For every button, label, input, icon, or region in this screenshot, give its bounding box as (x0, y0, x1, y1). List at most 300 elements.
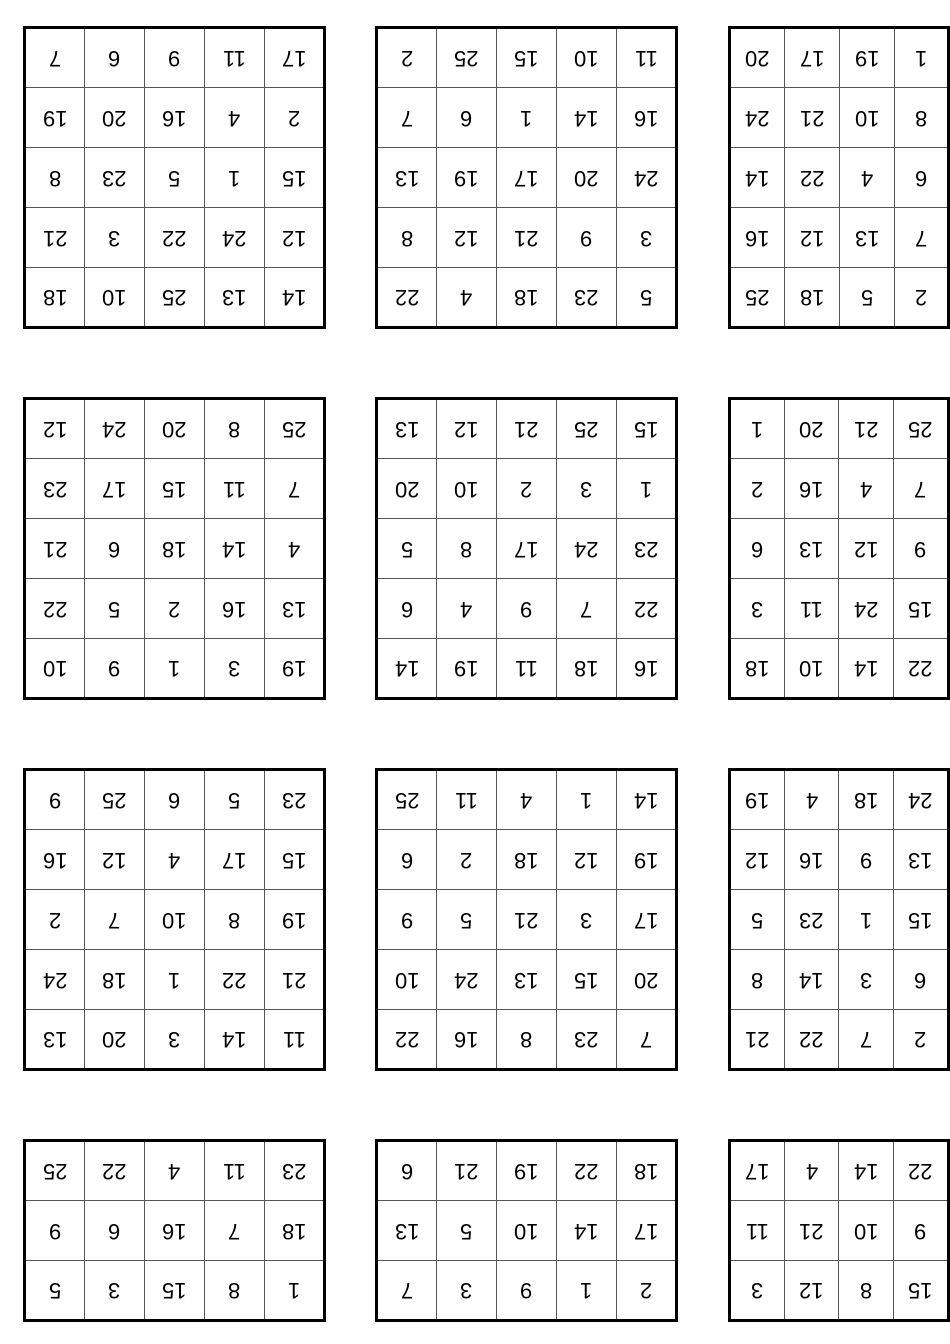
cell-number: 4 (168, 847, 181, 873)
grid-cell (265, 1141, 325, 1201)
cell-number: 7 (580, 596, 593, 622)
cell-number: 3 (228, 656, 241, 681)
cell-number: 15 (514, 46, 539, 71)
grid-cell (437, 770, 497, 830)
grid-row (377, 579, 677, 639)
cell-number: 6 (108, 536, 121, 562)
cell-number: 10 (855, 105, 880, 131)
grid-cell (265, 208, 325, 268)
cell-number: 1 (639, 476, 653, 502)
grid-cell (377, 28, 437, 88)
cell-number: 5 (861, 285, 874, 310)
cell-number: 4 (805, 1159, 818, 1184)
cell-number: 8 (520, 1027, 533, 1052)
grid-cell (437, 950, 497, 1010)
cell-number: 3 (108, 1278, 121, 1303)
grid-cell (437, 1201, 497, 1261)
grid-cell (205, 459, 265, 519)
grid-row (730, 579, 949, 639)
cell-number: 25 (42, 1159, 68, 1184)
grid-cell (730, 148, 785, 208)
grid-cell (437, 579, 497, 639)
cell-number: 22 (799, 1027, 824, 1052)
cell-number: 8 (228, 1278, 241, 1303)
grid-cell (377, 950, 437, 1010)
cell-number: 5 (460, 1218, 473, 1244)
cell-number: 21 (281, 967, 307, 993)
grid-row (730, 88, 949, 148)
grid-cell (205, 1201, 265, 1261)
grid-cell (205, 579, 265, 639)
grid-cell (617, 579, 677, 639)
grid-cell (265, 459, 325, 519)
cell-number: 6 (400, 847, 414, 873)
grid-cell (437, 459, 497, 519)
grid-cell (894, 519, 949, 579)
cell-number: 17 (281, 46, 307, 71)
grid-cell (784, 459, 839, 519)
cell-number: 1 (580, 788, 593, 813)
grid-cell (839, 579, 894, 639)
cell-number: 20 (102, 105, 127, 131)
grid-row (730, 268, 949, 328)
cell-number: 9 (580, 225, 593, 251)
cell-number: 3 (580, 907, 593, 933)
grid-cell (205, 148, 265, 208)
grid-cell (377, 208, 437, 268)
cell-number: 11 (515, 656, 538, 681)
grid-row (730, 208, 949, 268)
grid-cell (617, 208, 677, 268)
grid-row (377, 950, 677, 1010)
cell-number: 7 (48, 46, 62, 71)
grid-row (377, 519, 677, 579)
grid-cell (265, 579, 325, 639)
cell-number: 18 (633, 1159, 659, 1184)
grid-cell (839, 770, 894, 830)
grid-cell (85, 830, 145, 890)
cell-number: 4 (860, 476, 873, 502)
cell-number: 19 (454, 656, 479, 681)
cell-number: 3 (580, 476, 593, 502)
grid-cell (85, 208, 145, 268)
grid-cell (497, 519, 557, 579)
cell-number: 2 (48, 907, 62, 933)
grid-cell (205, 639, 265, 699)
grid-cell (25, 88, 85, 148)
grid-cell (145, 399, 205, 459)
cell-number: 13 (799, 536, 824, 562)
grid-cell (840, 28, 895, 88)
grid-cell (437, 830, 497, 890)
cell-number: 12 (800, 225, 825, 251)
grid-cell (497, 1010, 557, 1070)
grid-cell (145, 208, 205, 268)
grid-cell (145, 639, 205, 699)
number-grid (23, 26, 326, 329)
cell-number: 16 (454, 1027, 479, 1052)
cell-number: 8 (228, 417, 241, 442)
cell-number: 15 (281, 165, 307, 191)
cell-number: 22 (394, 1027, 420, 1052)
grid-row (25, 1141, 325, 1201)
cell-number: 3 (751, 596, 764, 622)
grid-cell (617, 519, 677, 579)
grid-row (377, 268, 677, 328)
grid-row (25, 1261, 325, 1321)
grid-cell (840, 88, 895, 148)
grid-cell (25, 399, 85, 459)
cell-number: 4 (861, 165, 874, 191)
grid-cell (85, 890, 145, 950)
grid-row (25, 950, 325, 1010)
cell-number: 14 (222, 536, 247, 562)
cell-number: 22 (42, 596, 68, 622)
grid-cell (730, 950, 785, 1010)
cell-number: 25 (745, 285, 770, 310)
cell-number: 12 (574, 847, 599, 873)
grid-cell (839, 519, 894, 579)
cell-number: 19 (514, 1159, 539, 1184)
cell-number: 7 (228, 1218, 241, 1244)
cell-number: 14 (799, 967, 824, 993)
grid-row (25, 208, 325, 268)
grid-cell (145, 830, 205, 890)
grid-cell (85, 148, 145, 208)
cell-number: 8 (460, 536, 473, 562)
cell-number: 2 (915, 285, 928, 310)
number-grid (375, 1139, 678, 1322)
cell-number: 1 (168, 967, 181, 993)
grid-row (730, 1201, 949, 1261)
cell-number: 21 (745, 1027, 770, 1052)
cell-number: 25 (162, 285, 187, 310)
cell-number: 4 (805, 788, 818, 813)
cell-number: 4 (287, 536, 301, 562)
grid-cell (377, 519, 437, 579)
grid-row (25, 639, 325, 699)
grid-cell (617, 639, 677, 699)
cell-number: 11 (800, 596, 824, 622)
grid-cell (730, 459, 785, 519)
grid-cell (265, 268, 325, 328)
grid-cell (205, 1141, 265, 1201)
grid-cell (377, 1261, 437, 1321)
cell-number: 2 (168, 596, 181, 622)
number-grid (23, 397, 326, 700)
cell-number: 20 (162, 417, 187, 442)
grid-row (25, 88, 325, 148)
grid-cell (25, 1010, 85, 1070)
grid-cell (145, 459, 205, 519)
grid-cell (839, 1261, 894, 1321)
cell-number: 14 (854, 656, 879, 681)
grid-cell (497, 579, 557, 639)
grid-cell (25, 770, 85, 830)
grid-cell (730, 1010, 785, 1070)
cell-number: 18 (800, 285, 825, 310)
grid-cell (730, 770, 785, 830)
grid-cell (730, 268, 785, 328)
grid-cell (894, 1261, 949, 1321)
cell-number: 20 (633, 967, 659, 993)
cell-number: 14 (281, 285, 307, 310)
grid-cell (557, 639, 617, 699)
cell-number: 14 (394, 656, 420, 681)
grid-row (25, 519, 325, 579)
cell-number: 2 (287, 105, 301, 131)
grid-cell (145, 770, 205, 830)
grid-cell (145, 890, 205, 950)
grid-cell (784, 579, 839, 639)
grid-cell (437, 208, 497, 268)
cell-number: 6 (915, 165, 928, 191)
grid-cell (617, 148, 677, 208)
cell-number: 1 (860, 907, 873, 933)
cell-number: 18 (281, 1218, 307, 1244)
cell-number: 9 (168, 46, 181, 71)
cell-number: 17 (102, 476, 127, 502)
cell-number: 7 (915, 225, 928, 251)
grid-cell (205, 890, 265, 950)
cell-number: 12 (454, 417, 479, 442)
grid-row (377, 1261, 677, 1321)
cell-number: 11 (223, 476, 246, 502)
grid-cell (730, 208, 785, 268)
cell-number: 7 (108, 907, 121, 933)
grid-cell (894, 459, 949, 519)
grid-row (377, 770, 677, 830)
grid-row (25, 770, 325, 830)
grid-cell (25, 639, 85, 699)
grid-cell (85, 268, 145, 328)
grid-cell (617, 1201, 677, 1261)
grid-row (25, 399, 325, 459)
cell-number: 24 (745, 105, 770, 131)
grid-cell (784, 1141, 839, 1201)
grid-cell (894, 1010, 949, 1070)
grid-cell (557, 1201, 617, 1261)
grid-cell (557, 830, 617, 890)
cell-number: 18 (514, 285, 539, 310)
grid-cell (25, 890, 85, 950)
grid-cell (437, 28, 497, 88)
grid-cell (145, 88, 205, 148)
grid-cell (839, 459, 894, 519)
grid-row (377, 1141, 677, 1201)
grid-cell (784, 830, 839, 890)
number-grid (728, 397, 950, 700)
cell-number: 6 (751, 536, 764, 562)
cell-number: 5 (400, 536, 414, 562)
cell-number: 6 (108, 46, 121, 71)
grid-cell (894, 830, 949, 890)
cell-number: 23 (799, 907, 824, 933)
cell-number: 21 (799, 1218, 824, 1244)
cell-number: 19 (855, 46, 880, 71)
grid-cell (205, 950, 265, 1010)
cell-number: 23 (102, 165, 127, 191)
cell-number: 22 (574, 1159, 599, 1184)
grid-cell (205, 268, 265, 328)
grid-cell (265, 770, 325, 830)
cell-number: 24 (222, 225, 247, 251)
grid-cell (25, 268, 85, 328)
cell-number: 16 (799, 476, 824, 502)
cell-number: 25 (454, 46, 479, 71)
grid-cell (145, 148, 205, 208)
grid-row (730, 1141, 949, 1201)
grid-row (730, 950, 949, 1010)
cell-number: 14 (574, 105, 599, 131)
grid-cell (377, 639, 437, 699)
cell-number: 1 (168, 656, 181, 681)
grid-cell (894, 1201, 949, 1261)
grid-cell (377, 890, 437, 950)
cell-number: 23 (633, 536, 659, 562)
grid-row (730, 399, 949, 459)
grid-cell (894, 890, 949, 950)
cell-number: 3 (168, 1027, 181, 1052)
grid-cell (85, 770, 145, 830)
cell-number: 20 (799, 417, 824, 442)
grid-cell (145, 28, 205, 88)
cell-number: 11 (223, 1159, 246, 1184)
grid-cell (25, 950, 85, 1010)
cell-number: 3 (860, 967, 873, 993)
grid-cell (205, 830, 265, 890)
cell-number: 15 (574, 967, 599, 993)
cell-number: 15 (162, 1278, 187, 1303)
grid-row (25, 148, 325, 208)
cell-number: 7 (287, 476, 301, 502)
grid-cell (265, 28, 325, 88)
cell-number: 8 (400, 225, 414, 251)
grid-cell (784, 950, 839, 1010)
cell-number: 24 (908, 788, 933, 813)
cell-number: 1 (751, 417, 764, 442)
cell-number: 21 (514, 907, 539, 933)
grid-row (25, 28, 325, 88)
cell-number: 19 (633, 847, 659, 873)
cell-number: 25 (574, 417, 599, 442)
cell-number: 1 (287, 1278, 301, 1303)
cell-number: 15 (908, 1278, 933, 1303)
cell-number: 21 (42, 225, 68, 251)
grid-cell (557, 399, 617, 459)
cell-number: 13 (281, 596, 307, 622)
grid-cell (25, 830, 85, 890)
grid-cell (557, 1010, 617, 1070)
grid-cell (557, 950, 617, 1010)
grid-cell (85, 399, 145, 459)
grid-cell (85, 28, 145, 88)
grid-cell (557, 519, 617, 579)
cell-number: 19 (281, 656, 307, 681)
cell-number: 18 (514, 847, 539, 873)
grid-row (377, 399, 677, 459)
grid-cell (839, 830, 894, 890)
grid-cell (25, 579, 85, 639)
grid-cell (377, 88, 437, 148)
grid-cell (85, 519, 145, 579)
grid-cell (730, 519, 785, 579)
grid-cell (784, 770, 839, 830)
grid-cell (437, 268, 497, 328)
grid-cell (145, 268, 205, 328)
cell-number: 24 (102, 417, 127, 442)
number-grid (375, 26, 678, 329)
grid-cell (85, 1010, 145, 1070)
grid-cell (785, 208, 840, 268)
grid-cell (617, 890, 677, 950)
grid-cell (145, 579, 205, 639)
grid-row (377, 1201, 677, 1261)
grid-cell (730, 639, 785, 699)
cell-number: 5 (751, 907, 764, 933)
cell-number: 2 (460, 847, 473, 873)
cell-number: 10 (102, 285, 127, 310)
cell-number: 21 (514, 417, 539, 442)
cell-number: 12 (102, 847, 127, 873)
cell-number: 21 (800, 105, 825, 131)
grid-cell (557, 770, 617, 830)
grid-cell (85, 1201, 145, 1261)
cell-number: 14 (745, 165, 770, 191)
grid-row (377, 1010, 677, 1070)
grid-cell (497, 148, 557, 208)
grid-cell (894, 399, 949, 459)
grid-cell (377, 148, 437, 208)
grid-cell (145, 519, 205, 579)
grid-cell (85, 579, 145, 639)
cell-number: 19 (42, 105, 68, 131)
grid-cell (437, 890, 497, 950)
cell-number: 1 (228, 165, 241, 191)
grid-row (730, 830, 949, 890)
grid-cell (617, 770, 677, 830)
grid-cell (265, 639, 325, 699)
cell-number: 5 (108, 596, 121, 622)
grid-cell (377, 1141, 437, 1201)
grid-cell (265, 519, 325, 579)
grid-cell (617, 950, 677, 1010)
cell-number: 4 (460, 285, 473, 310)
grid-cell (839, 890, 894, 950)
grid-cell (265, 1261, 325, 1321)
grid-row (730, 639, 949, 699)
grid-cell (785, 28, 840, 88)
cell-number: 22 (908, 656, 933, 681)
cell-number: 6 (108, 1218, 121, 1244)
grid-cell (617, 1010, 677, 1070)
grid-row (377, 459, 677, 519)
cell-number: 22 (800, 165, 825, 191)
cell-number: 16 (162, 1218, 187, 1244)
cell-number: 3 (639, 225, 653, 251)
number-grid (375, 768, 678, 1071)
cell-number: 3 (751, 1278, 764, 1303)
grid-cell (25, 1201, 85, 1261)
cell-number: 25 (102, 788, 127, 813)
cell-number: 12 (854, 536, 879, 562)
cell-number: 12 (454, 225, 479, 251)
cell-number: 18 (854, 788, 879, 813)
grid-row (25, 890, 325, 950)
cell-number: 23 (42, 476, 68, 502)
grid-row (730, 459, 949, 519)
grid-cell (437, 148, 497, 208)
